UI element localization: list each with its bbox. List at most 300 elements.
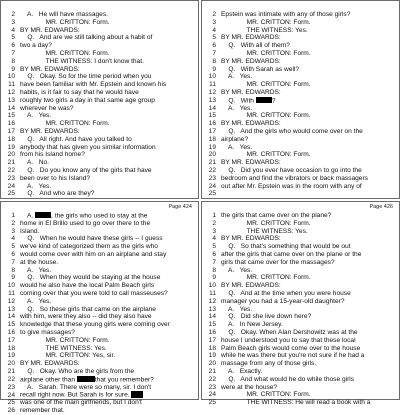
- transcript-line: [4, 228, 196, 236]
- line-number: 17: [208, 336, 216, 344]
- transcript-line: [205, 313, 397, 321]
- line-number: 20: [208, 360, 216, 368]
- line-text: [221, 251, 397, 259]
- line-text: [221, 175, 397, 183]
- line-text-segment: out after Mr. Epstein was in the room with any of: [221, 182, 362, 190]
- line-text-segment: BY MR. EDWARDS:: [20, 360, 80, 368]
- line-number: 23: [208, 383, 216, 391]
- line-text: [221, 282, 397, 290]
- line-number: 16: [7, 120, 15, 128]
- line-text-segment: Q. And are we still talking about a habit of: [20, 34, 153, 42]
- line-text-segment: A. Yes.: [221, 143, 253, 151]
- transcript-line: [205, 399, 397, 407]
- line-text-segment: two a day?: [20, 42, 52, 50]
- transcript-line: [205, 360, 397, 368]
- transcript-line: [205, 105, 397, 113]
- line-number: 12: [7, 297, 15, 305]
- line-text: [221, 105, 397, 113]
- line-text-segment: MR. CRITTON: Form.: [20, 120, 110, 128]
- transcript-line: [205, 298, 397, 306]
- line-number: 20: [208, 151, 216, 159]
- transcript-line: [205, 306, 397, 314]
- transcript-line: [205, 352, 397, 360]
- line-number: 14: [208, 313, 216, 321]
- line-text-segment: BY MR. EDWARDS:: [221, 34, 281, 42]
- transcript-line: [205, 19, 397, 27]
- line-text-segment: A.: [20, 212, 34, 220]
- line-number: 11: [8, 289, 15, 297]
- line-text-segment: THE WITNESS: He will read a book with a: [221, 399, 371, 407]
- transcript-line: [205, 183, 397, 191]
- line-number: 21: [7, 367, 15, 375]
- line-text: [221, 42, 397, 50]
- transcript-line: [4, 167, 196, 175]
- line-text-segment: MR. CRITTON: Yes, sir.: [20, 352, 116, 360]
- line-text: [20, 73, 196, 81]
- transcript-line: [4, 368, 196, 376]
- transcript-line: [205, 136, 397, 144]
- line-number: 16: [7, 328, 15, 336]
- line-number: 3: [212, 227, 216, 235]
- transcript-line: [4, 27, 196, 35]
- line-text: [20, 352, 196, 360]
- transcript-line: [205, 282, 397, 290]
- line-text: [20, 19, 196, 27]
- transcript-line: [4, 42, 196, 50]
- line-number: 8: [212, 57, 216, 65]
- line-text-segment: A. Yes.: [20, 112, 52, 120]
- line-text-segment: girls that came over for the massages?: [221, 258, 335, 266]
- line-text: [20, 313, 196, 321]
- line-text-segment: Epstein was intimate with any of those girls?: [221, 11, 351, 18]
- transcript-line: [4, 58, 196, 66]
- line-text: [20, 66, 196, 74]
- line-number: 25: [208, 190, 216, 198]
- transcript-line: [4, 391, 196, 399]
- line-number: 9: [212, 65, 216, 73]
- line-number: 6: [212, 42, 216, 50]
- line-text-segment: BY MR. EDWARDS:: [20, 127, 80, 135]
- transcript-line: [205, 220, 397, 228]
- line-text: [20, 220, 196, 228]
- line-text: [20, 384, 196, 392]
- line-text-segment: BY MR. EDWARDS:: [221, 159, 281, 167]
- line-number: 17: [7, 127, 15, 135]
- line-text-segment: A. Yes.: [221, 305, 253, 313]
- transcript-line: [205, 259, 397, 267]
- line-number: 24: [208, 182, 216, 190]
- line-text: [221, 58, 397, 66]
- line-text: [20, 11, 196, 19]
- line-number: 12: [7, 88, 15, 96]
- line-number: 18: [7, 344, 15, 352]
- line-number: 10: [208, 282, 216, 290]
- line-number: 5: [11, 34, 15, 42]
- line-number: 6: [11, 250, 15, 258]
- transcript-line: [4, 243, 196, 251]
- line-text-segment: A. Yes.: [20, 297, 52, 305]
- transcript-line: [4, 151, 196, 159]
- page-header: [202, 1, 399, 11]
- line-text: [221, 151, 397, 159]
- line-text: [20, 360, 196, 368]
- transcript-line: [205, 190, 397, 198]
- redaction-block: [77, 376, 95, 382]
- line-number: 13: [208, 305, 216, 313]
- line-text: [20, 81, 196, 89]
- line-number: 25: [7, 190, 15, 198]
- line-number: 5: [212, 34, 216, 42]
- line-number: 19: [208, 352, 216, 360]
- transcript-line: [4, 282, 196, 290]
- line-text: [221, 220, 397, 228]
- line-text-segment: BY MR. EDWARDS:: [221, 120, 281, 128]
- line-text-segment: Q. With Sarah as well?: [221, 65, 300, 73]
- line-text-segment: while he was there but you're not sure if he had a: [221, 352, 365, 360]
- line-text-segment: been over to his Island?: [20, 174, 91, 182]
- line-number: 7: [11, 49, 15, 57]
- line-number: 4: [212, 235, 216, 243]
- line-text: [20, 298, 196, 306]
- line-text-segment: A. Yes.: [20, 182, 52, 190]
- line-text: [20, 267, 196, 275]
- transcript-line: [205, 243, 397, 251]
- line-text: [221, 298, 397, 306]
- transcript-line: [4, 267, 196, 275]
- line-text: [20, 290, 196, 298]
- line-number: 14: [7, 104, 15, 112]
- line-text: [221, 144, 397, 152]
- transcript-line: [4, 376, 196, 384]
- line-number: 24: [7, 391, 15, 399]
- line-text: [20, 50, 196, 58]
- line-text: [20, 321, 196, 329]
- line-text-segment: Q. Okay. Who are the girls from the: [20, 367, 135, 375]
- line-text-segment: massage from any of those girls.: [221, 360, 317, 368]
- line-text-segment: Q. So that's something that would be out: [221, 243, 351, 251]
- transcript-line: [205, 66, 397, 74]
- line-text: [20, 183, 196, 191]
- line-text-segment: Q. And who are they?: [20, 190, 95, 198]
- line-text-segment: , the girls who used to stay at the: [51, 212, 148, 220]
- line-text-segment: at the house.: [20, 258, 59, 266]
- line-number: 19: [7, 352, 15, 360]
- transcript-line: [205, 128, 397, 136]
- transcript-line: [205, 151, 397, 159]
- line-text-segment: remember that.: [20, 406, 65, 414]
- line-text: [20, 345, 196, 353]
- line-text-segment: roughly two girls a day in that same age group: [20, 96, 155, 104]
- line-number: 18: [208, 344, 216, 352]
- line-text: [20, 42, 196, 50]
- line-text: [221, 120, 397, 128]
- line-number: 21: [208, 159, 216, 167]
- transcript-line: [205, 274, 397, 282]
- line-number: 3: [11, 18, 15, 26]
- line-number: 22: [208, 375, 216, 383]
- line-number: 25: [208, 399, 216, 407]
- line-text-segment: A. Yes.: [221, 266, 253, 274]
- transcript-line: [205, 321, 397, 329]
- line-number: 17: [208, 127, 216, 135]
- transcript-line: [205, 73, 397, 81]
- transcript-line: [205, 384, 397, 392]
- line-text: [20, 235, 196, 243]
- line-number: 16: [208, 120, 216, 128]
- line-number: 1: [11, 212, 15, 220]
- line-text-segment: wherever he was?: [20, 104, 74, 112]
- line-text: [221, 243, 397, 251]
- transcript-line: [4, 112, 196, 120]
- line-number: 1: [212, 212, 216, 219]
- transcript-line: [4, 19, 196, 27]
- transcript-line: [205, 345, 397, 353]
- line-text: [20, 329, 196, 337]
- transcript-line: [4, 298, 196, 306]
- transcript-lines: [1, 11, 198, 198]
- line-text: [20, 128, 196, 136]
- line-text: [221, 89, 397, 97]
- transcript-line: [205, 228, 397, 236]
- line-text: [20, 58, 196, 66]
- line-text-segment: BY MR. EDWARDS:: [221, 57, 281, 65]
- line-number: 19: [7, 143, 15, 151]
- line-number: 18: [7, 135, 15, 143]
- transcript-line: [205, 11, 397, 19]
- line-text-segment: Q. Okay. When Alan Dershowitz was at the: [221, 328, 358, 336]
- line-number: 4: [212, 26, 216, 34]
- line-text: [221, 167, 397, 175]
- line-number: 8: [212, 266, 216, 274]
- line-text-segment: Q. Okay. So for the time period when you: [20, 73, 152, 81]
- line-text: [221, 376, 397, 384]
- line-text: [221, 259, 397, 267]
- line-text: [221, 313, 397, 321]
- line-text-segment: A. Yes.: [221, 104, 253, 112]
- line-text-segment: Q. When they would be staying at the house: [20, 274, 161, 282]
- transcript-line: [4, 337, 196, 345]
- line-number: 20: [7, 360, 15, 368]
- line-number: 2: [212, 219, 216, 227]
- transcript-line: [4, 183, 196, 191]
- line-text: [20, 34, 196, 42]
- line-text: [20, 89, 196, 97]
- line-text: [221, 235, 397, 243]
- line-text-segment: Q. Did you ever have occasion to go into the: [221, 166, 362, 174]
- transcript-line: [4, 313, 196, 321]
- line-number: 11: [209, 81, 216, 89]
- transcript-page-top-right: [201, 0, 400, 199]
- line-text-segment: habits, is it fair to say that he would have: [20, 88, 139, 96]
- transcript-line: [205, 42, 397, 50]
- transcript-line: [4, 89, 196, 97]
- line-text: [20, 259, 196, 267]
- transcript-line: [205, 329, 397, 337]
- line-number: 13: [7, 96, 15, 104]
- line-text-segment: were at the house?: [221, 383, 278, 391]
- line-number: 6: [212, 250, 216, 258]
- line-text-segment: Q. With all of them?: [221, 42, 290, 50]
- line-text: [20, 105, 196, 113]
- line-text-segment: MR. CRITTON: Form.: [221, 18, 311, 26]
- line-number: 12: [208, 88, 216, 96]
- line-text-segment: BY MR. EDWARDS:: [20, 65, 80, 73]
- transcript-line: [4, 306, 196, 314]
- line-number: 23: [7, 383, 15, 391]
- line-text: [20, 27, 196, 35]
- transcript-line: [205, 159, 397, 167]
- transcript-line: [205, 58, 397, 66]
- line-number: 9: [212, 274, 216, 282]
- line-text: [221, 183, 397, 191]
- line-text-segment: was one of the main girlfriends, but I don't: [20, 399, 142, 407]
- transcript-line: [4, 81, 196, 89]
- transcript-line: [4, 251, 196, 259]
- line-number: 14: [208, 104, 216, 112]
- transcript-line: [4, 352, 196, 360]
- transcript-line: [205, 290, 397, 298]
- transcript-line: [205, 267, 397, 275]
- line-text: [221, 306, 397, 314]
- transcript-line: [4, 407, 196, 415]
- line-number: 4: [11, 26, 15, 34]
- line-text-segment: airplane other than: [20, 376, 75, 384]
- line-text: [20, 243, 196, 251]
- line-number: 7: [212, 258, 216, 266]
- line-text: [221, 290, 397, 298]
- transcript-line: [4, 329, 196, 337]
- line-number: 22: [7, 166, 15, 174]
- line-text: [20, 274, 196, 282]
- line-number: 24: [208, 391, 216, 399]
- line-text: [20, 136, 196, 144]
- transcript-line: [205, 337, 397, 345]
- line-number: 15: [7, 321, 15, 329]
- line-text-segment: MR. CRITTON: Form.: [20, 18, 110, 26]
- line-text: [221, 352, 397, 360]
- redaction-block: [35, 212, 51, 218]
- redaction-block: [131, 391, 143, 397]
- transcript-line: [205, 112, 397, 120]
- line-text-segment: THE WITNESS: Yes.: [20, 344, 107, 352]
- line-number: 11: [209, 289, 216, 297]
- line-text-segment: Q. All right. And have you talked to: [20, 135, 132, 143]
- line-text-segment: anybody that has given you similar information: [20, 143, 156, 151]
- line-text-segment: A. He will have massages.: [20, 11, 108, 18]
- line-text-segment: Q. And the girls who would come over on the: [221, 127, 363, 135]
- line-text: [20, 151, 196, 159]
- line-text-segment: would he also have the local Palm Beach girls: [20, 282, 155, 290]
- line-text-segment: recall right now. But Sarah is for sure.: [20, 391, 130, 399]
- line-number: 5: [11, 243, 15, 251]
- line-text: [221, 66, 397, 74]
- transcript-line: [205, 27, 397, 35]
- transcript-line: [4, 321, 196, 329]
- line-text-segment: MR. CRITTON: Form.: [221, 49, 311, 57]
- line-text: [221, 337, 397, 345]
- line-text-segment: ?: [271, 97, 276, 105]
- line-number: 10: [208, 73, 216, 81]
- line-number: 24: [7, 182, 15, 190]
- line-text-segment: THE WITNESS: Yes.: [221, 227, 308, 235]
- line-number: 16: [208, 328, 216, 336]
- line-number: 23: [208, 174, 216, 182]
- line-text-segment: with him, were they also -- did they also have: [20, 313, 152, 321]
- transcript-line: [4, 175, 196, 183]
- transcript-line: [205, 376, 397, 384]
- transcript-line: [205, 120, 397, 128]
- line-number: 15: [208, 321, 216, 329]
- line-number: 13: [7, 305, 15, 313]
- line-text-segment: bedroom and find the vibrators or back massagers: [221, 174, 368, 182]
- line-text: [221, 27, 397, 35]
- line-number: 14: [7, 313, 15, 321]
- transcript-line: [205, 34, 397, 42]
- line-text-segment: A. Exactly.: [221, 367, 263, 375]
- line-text-segment: coming over that you were told to call masseuses?: [20, 289, 168, 297]
- transcript-lines: [1, 212, 198, 415]
- line-number: 22: [7, 376, 15, 384]
- line-text: [221, 274, 397, 282]
- line-text: [20, 306, 196, 314]
- line-number: 5: [212, 243, 216, 251]
- page-header: Page 424: [168, 204, 192, 210]
- line-text: [221, 345, 397, 353]
- line-text: [221, 368, 397, 376]
- transcript-line: [205, 235, 397, 243]
- line-text-segment: we've kind of categorized them as the girls who: [20, 243, 158, 251]
- line-number: 22: [208, 166, 216, 174]
- line-text-segment: BY MR. EDWARDS:: [221, 282, 281, 290]
- line-text-segment: A. No.: [20, 159, 49, 167]
- line-text: [20, 120, 196, 128]
- line-text-segment: MR. CRITTON: Form.: [221, 391, 311, 399]
- transcript-lines: [202, 212, 399, 407]
- line-text-segment: MR. CRITTON: Form.: [221, 151, 311, 159]
- line-number: 8: [11, 266, 15, 274]
- line-text-segment: THE WITNESS: Yes.: [221, 26, 308, 34]
- line-number: 8: [11, 57, 15, 65]
- transcript-line: [205, 251, 397, 259]
- transcript-line: [205, 81, 397, 89]
- line-text: [221, 267, 397, 275]
- line-text: [20, 112, 196, 120]
- line-text: [221, 11, 397, 19]
- line-text-segment: from his Island home?: [20, 151, 85, 159]
- line-text: [221, 329, 397, 337]
- line-number: 17: [7, 336, 15, 344]
- transcript-line: [4, 159, 196, 167]
- line-text: [20, 190, 196, 198]
- line-text: [221, 81, 397, 89]
- transcript-line: [4, 259, 196, 267]
- line-text-segment: knowledge that these young girls were coming over: [20, 321, 170, 329]
- line-text-segment: would come over with him on an airplane and stay: [20, 250, 167, 258]
- line-number: 2: [11, 11, 15, 18]
- transcript-line: [4, 105, 196, 113]
- transcript-line: [4, 290, 196, 298]
- line-text-segment: Q. So these girls that came on the airplane: [20, 305, 156, 313]
- transcript-line: [205, 97, 397, 105]
- transcript-line: [205, 144, 397, 152]
- line-text-segment: Q. With: [221, 97, 254, 105]
- transcript-line: [205, 167, 397, 175]
- line-number: 7: [212, 49, 216, 57]
- transcript-line: [205, 212, 397, 220]
- line-text-segment: BY MR. EDWARDS:: [20, 26, 80, 34]
- transcript-line: [4, 220, 196, 228]
- transcript-line: [4, 66, 196, 74]
